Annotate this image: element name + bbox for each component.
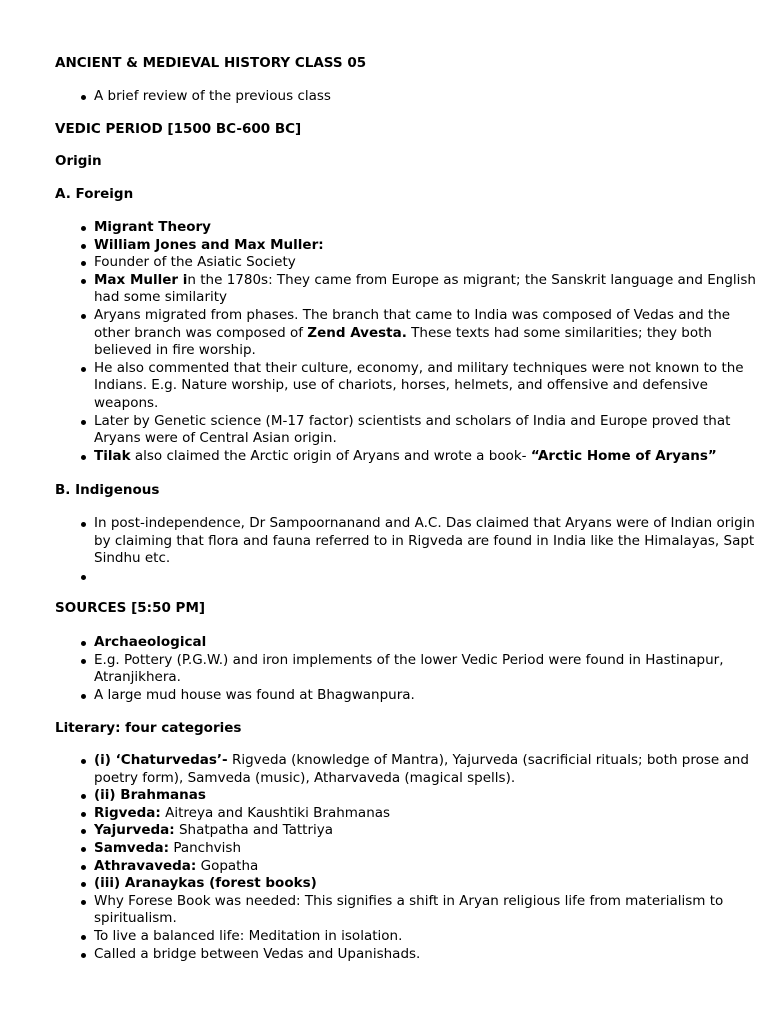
literary-heading: Literary: four categories <box>55 720 242 736</box>
list-item: To live a balanced life: Meditation in isolation. <box>94 928 759 946</box>
origin-heading: Origin <box>55 153 102 169</box>
indigenous-list <box>55 515 759 585</box>
list-item <box>94 272 759 307</box>
vedic-period-heading: VEDIC PERIOD [1500 BC-600 BC] <box>55 121 302 137</box>
athravaveda-label: Athravaveda: <box>94 857 197 874</box>
chaturvedas-text: Rigveda (knowledge of Mantra), Yajurveda (sacrificial rituals; both prose and poetry form), Samveda (music), Atharvaveda (magical spells). <box>94 752 749 786</box>
aranyakas-label: (iii) Aranaykas (forest books) <box>94 875 317 892</box>
list-item <box>94 840 759 858</box>
list-item <box>94 752 759 787</box>
list-item <box>94 875 759 893</box>
athravaveda-text: Gopatha <box>196 857 259 874</box>
brahmanas-label: (ii) Brahmanas <box>94 787 206 804</box>
list-item: A brief review of the previous class <box>94 88 759 106</box>
list-item: Later by Genetic science (M-17 factor) scientists and scholars of India and Europe proved that Aryans were of Central Asian origin. <box>94 413 759 448</box>
tilak-book-title: “Arctic Home of Aryans” <box>530 447 717 464</box>
sources-heading: SOURCES [5:50 PM] <box>55 600 206 616</box>
list-item <box>94 307 759 360</box>
max-muller-label: Max Muller i <box>94 271 188 288</box>
sources-list <box>55 634 759 704</box>
list-item <box>94 568 759 586</box>
archaeological-label: Archaeological <box>94 634 207 650</box>
list-item <box>94 805 759 823</box>
aryans-phases-text: Aryans migrated from phases. The branch that came to India was composed of Vedas and the other branch was composed of <box>94 306 731 341</box>
indigenous-heading: B. Indigenous <box>55 482 160 498</box>
samveda-label: Samveda: <box>94 839 170 856</box>
list-item <box>94 237 759 255</box>
tilak-text: also claimed the Arctic origin of Aryans and wrote a book- <box>130 447 531 464</box>
list-item <box>94 787 759 805</box>
aryans-phases-text-end: These texts had some similarities; they both believed in fire worship. <box>94 324 712 359</box>
list-item <box>94 634 759 652</box>
list-item <box>94 858 759 876</box>
document-title: ANCIENT & MEDIEVAL HISTORY CLASS 05 <box>55 55 367 71</box>
jones-muller-label: William Jones and Max Muller: <box>94 236 324 253</box>
list-item <box>94 448 759 466</box>
list-item: In post-independence, Dr Sampoornanand and A.C. Das claimed that Aryans were of Indian origin by claiming that flora and fauna referred to in Rigveda are found in India like the Himalayas, Sapt Sindhu etc. <box>94 515 759 568</box>
list-item: Why Forese Book was needed: This signifies a shift in Aryan religious life from materialism to spiritualism. <box>94 893 759 928</box>
list-item: He also commented that their culture, economy, and military techniques were not known to the Indians. E.g. Nature worship, use of chariots, horses, helmets, and offensive and defensive weapons. <box>94 360 759 413</box>
samveda-text: Panchvish <box>169 839 241 856</box>
zend-avesta-label: Zend Avesta. <box>307 324 407 341</box>
list-item: Called a bridge between Vedas and Upanishads. <box>94 946 759 964</box>
list-item <box>94 822 759 840</box>
foreign-heading: A. Foreign <box>55 186 134 202</box>
literary-list <box>55 752 759 963</box>
rigveda-label: Rigveda: <box>94 804 161 821</box>
list-item: A large mud house was found at Bhagwanpura. <box>94 687 759 705</box>
foreign-list <box>55 219 759 465</box>
rigveda-text: Aitreya and Kaushtiki Brahmanas <box>160 804 391 821</box>
list-item: E.g. Pottery (P.G.W.) and iron implements of the lower Vedic Period were found in Hastinapur, Atranjikhera. <box>94 652 759 687</box>
chaturvedas-label: (i) ‘Chaturvedas’- <box>94 752 228 768</box>
intro-list <box>55 88 759 106</box>
migrant-theory-label: Migrant Theory <box>94 219 211 235</box>
yajurveda-label: Yajurveda: <box>94 822 175 839</box>
list-item: Founder of the Asiatic Society <box>94 254 759 272</box>
max-muller-text: n the 1780s: They came from Europe as migrant; the Sanskrit language and English had some similarity <box>94 271 756 306</box>
tilak-label: Tilak <box>94 447 131 464</box>
list-item <box>94 219 759 237</box>
yajurveda-text: Shatpatha and Tattriya <box>174 822 334 839</box>
